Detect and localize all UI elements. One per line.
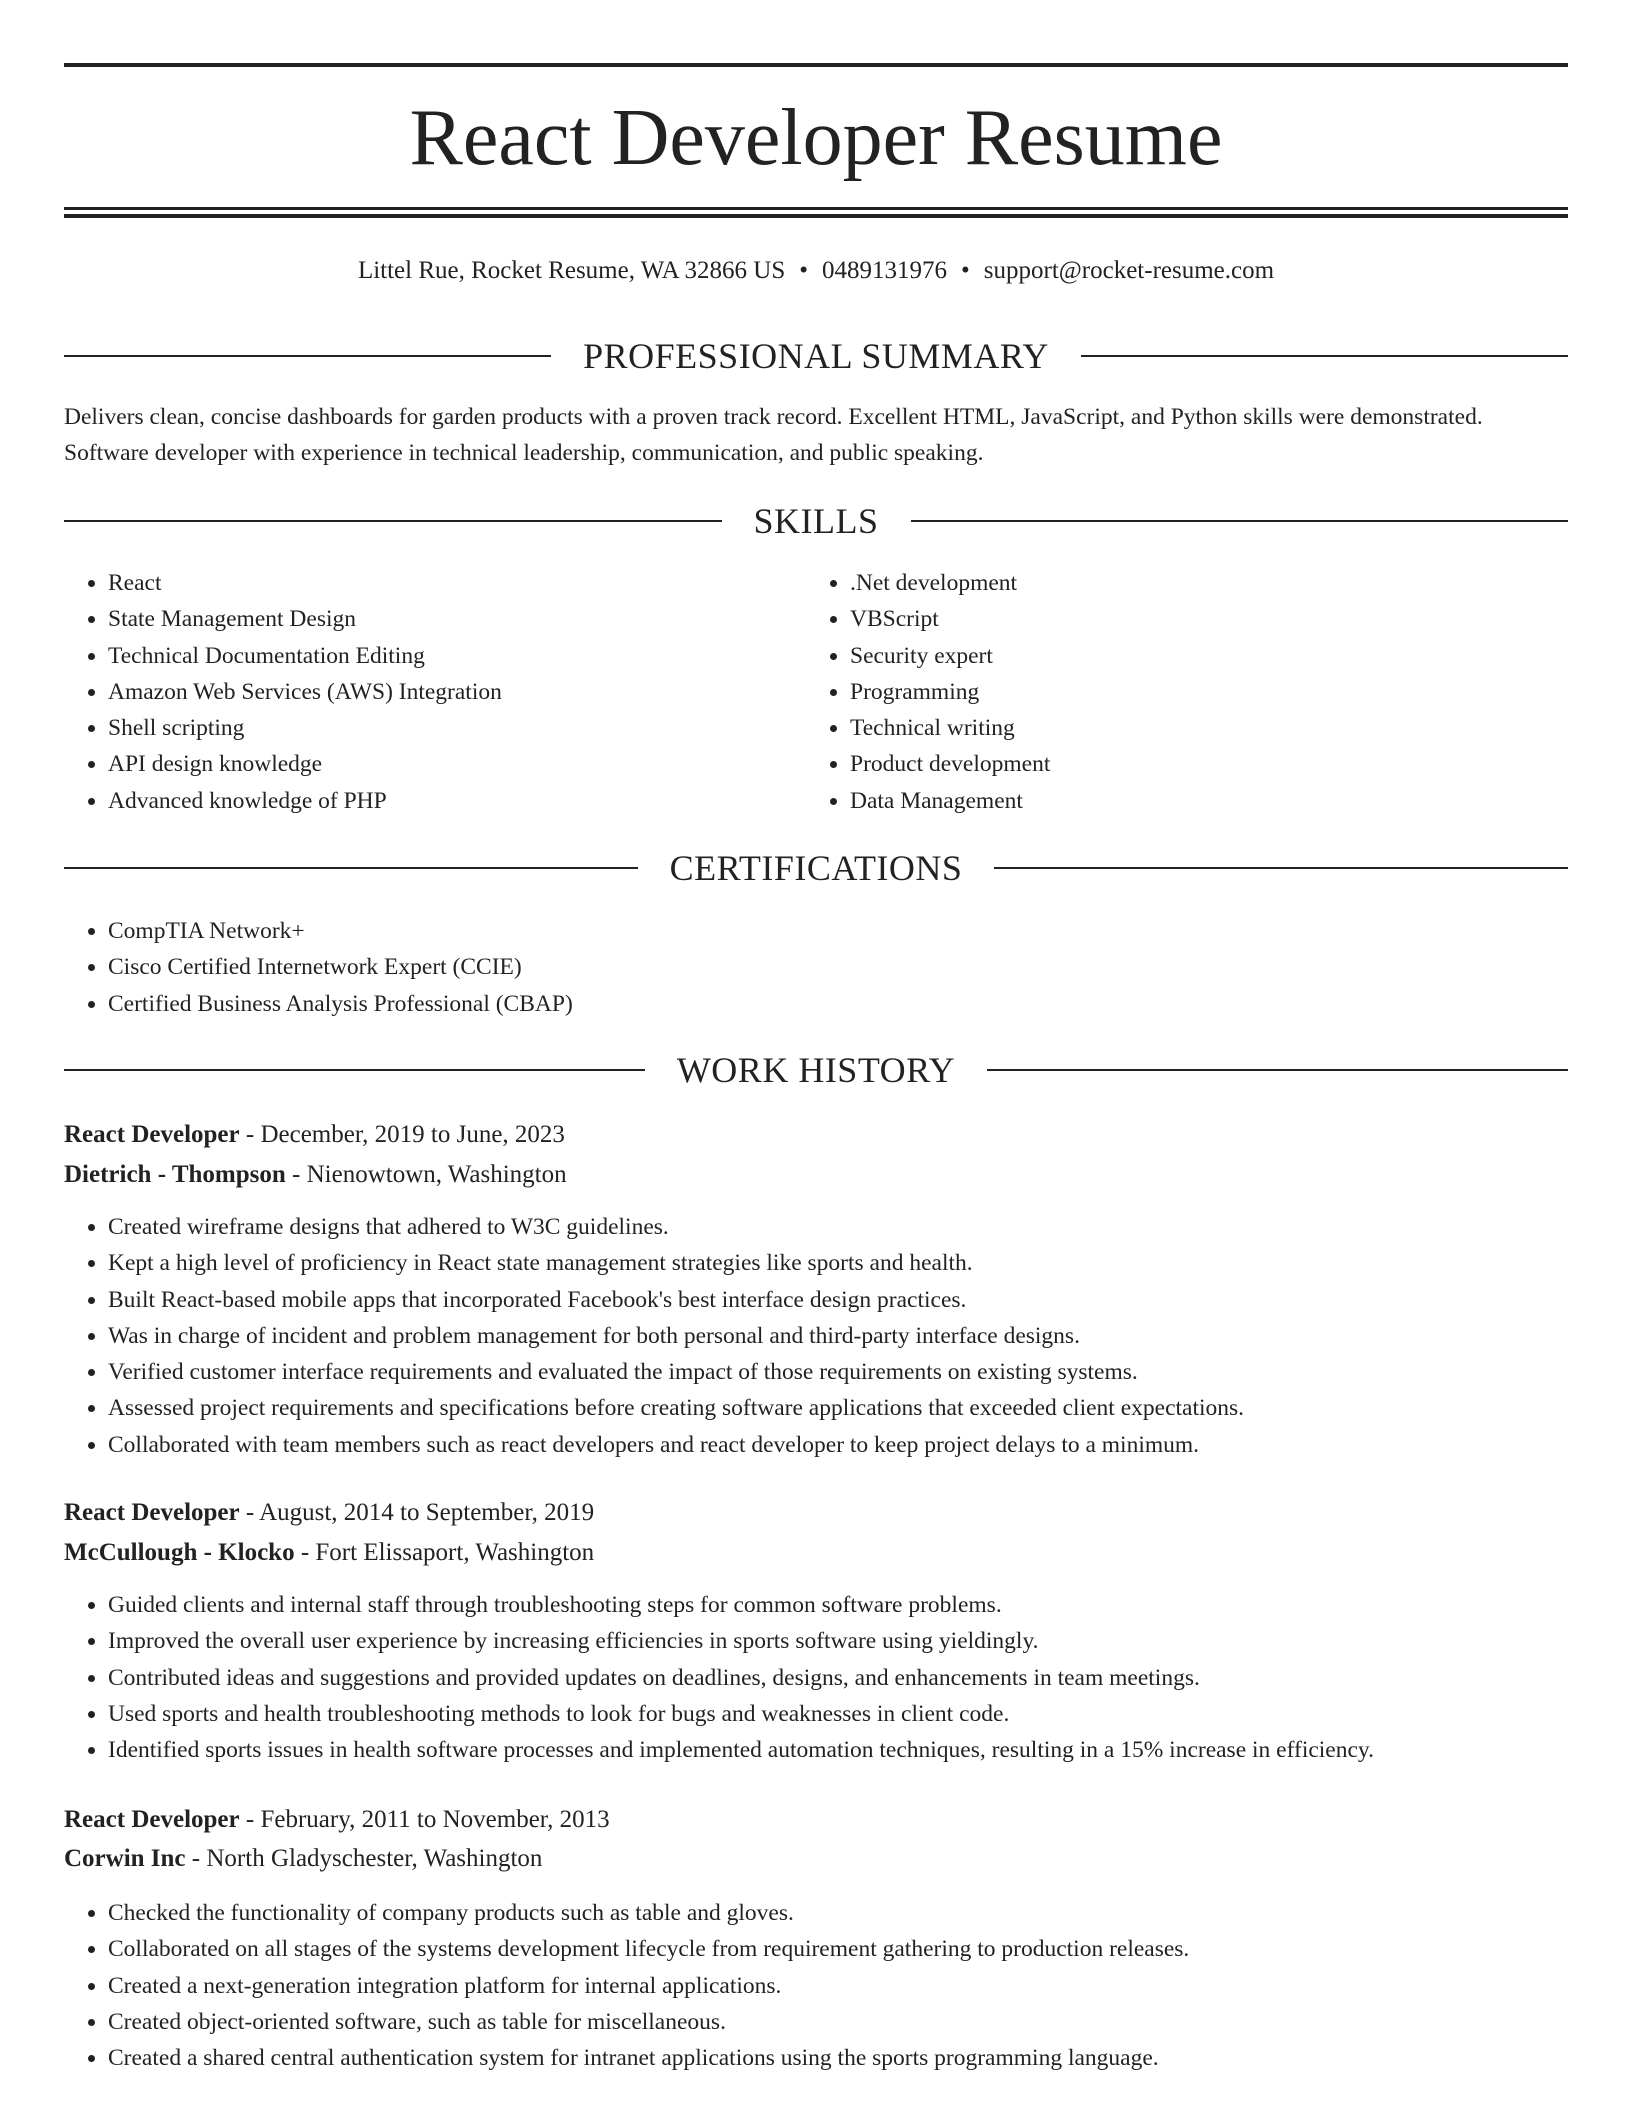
section-heading-certifications [64, 846, 1568, 890]
skill-item: • Advanced knowledge of PHP [108, 783, 764, 819]
certification-item: • CompTIA Network+ [108, 913, 1464, 949]
job-company: McCullough - Klocko [64, 1539, 295, 1566]
skills-column-left [64, 565, 764, 819]
certifications-list [64, 913, 1464, 1022]
skill-item: • Data Management [850, 783, 1506, 819]
title-double-rule [64, 207, 1568, 218]
skills-list-left [64, 565, 764, 819]
top-rule [64, 63, 1568, 67]
job-dates: - August, 2014 to September, 2019 [239, 1499, 595, 1526]
job-title: React Developer [64, 1806, 240, 1833]
job-location: - Fort Elissaport, Washington [294, 1539, 595, 1566]
skill-item: • Technical Documentation Editing [108, 638, 764, 674]
job-title-line [64, 1493, 594, 1533]
skill-item: • VBScript [850, 601, 1506, 637]
job-bullet: • Created a shared central authentication system for intranet applications using the sports programming language. [108, 2040, 1564, 2076]
heading-rule-left [64, 867, 638, 869]
section-heading-skills [64, 499, 1568, 543]
job-company: Dietrich - Thompson [64, 1161, 286, 1188]
job-location: - North Gladyschester, Washington [185, 1845, 543, 1872]
heading-rule-right [994, 867, 1568, 869]
job-title-line [64, 1800, 610, 1840]
section-title-skills: SKILLS [753, 501, 879, 541]
section-title-certifications: CERTIFICATIONS [669, 848, 963, 888]
job-bullet: • Built React-based mobile apps that incorporated Facebook's best interface design practices. [108, 1282, 1564, 1318]
job-bullet: • Identified sports issues in health software processes and implemented automation techniques, resulting in a 15% increase in efficiency. [108, 1732, 1564, 1768]
heading-rule-right [987, 1069, 1568, 1071]
job-title-line [64, 1115, 565, 1155]
heading-rule-left [64, 520, 722, 522]
resume-title: React Developer Resume [409, 94, 1223, 182]
skill-item: • Product development [850, 746, 1506, 782]
section-heading-summary [64, 334, 1568, 378]
contact-separator: • [961, 257, 970, 284]
job-bullet: • Created object-oriented software, such as table for miscellaneous. [108, 2004, 1564, 2040]
contact-phone: 0489131976 [822, 257, 947, 284]
job-bullets-block [64, 1895, 1564, 2076]
job-bullet: • Was in charge of incident and problem management for both personal and third-party interface designs. [108, 1318, 1564, 1354]
job-bullet: • Used sports and health troubleshooting methods to look for bugs and weaknesses in client code. [108, 1696, 1564, 1732]
section-heading-work-history [64, 1048, 1568, 1092]
job-bullet: • Collaborated with team members such as react developers and react developer to keep project delays to a minimum. [108, 1427, 1564, 1463]
job-bullet-list [64, 1209, 1564, 1463]
skill-item: • React [108, 565, 764, 601]
contact-address: Littel Rue, Rocket Resume, WA 32866 US [357, 257, 786, 284]
skill-item: • Shell scripting [108, 710, 764, 746]
skill-item: • Technical writing [850, 710, 1506, 746]
skill-item: • API design knowledge [108, 746, 764, 782]
job-dates: - February, 2011 to November, 2013 [239, 1806, 610, 1833]
job-bullet-list [64, 1895, 1564, 2076]
certification-item: • Certified Business Analysis Professional (CBAP) [108, 986, 1464, 1022]
job-bullet: • Verified customer interface requirements and evaluated the impact of those requirements on existing systems. [108, 1354, 1564, 1390]
job-title: React Developer [64, 1499, 240, 1526]
skill-item: • Programming [850, 674, 1506, 710]
heading-rule-left [64, 1069, 645, 1071]
section-title-work-history: WORK HISTORY [676, 1050, 956, 1090]
skill-item: • .Net development [850, 565, 1506, 601]
skills-list-right [806, 565, 1506, 819]
skill-item: • Security expert [850, 638, 1506, 674]
summary-text: Delivers clean, concise dashboards for garden products with a proven track record. Excellent HTML, JavaScript, and Python skills were demonstrated. Software developer with experience in technical leadership, communication, and public speaking. [64, 404, 1483, 466]
job-bullet: • Kept a high level of proficiency in React state management strategies like sports and health. [108, 1245, 1564, 1281]
job-company-line [64, 1533, 594, 1573]
section-title-summary: PROFESSIONAL SUMMARY [583, 336, 1049, 376]
skill-item: • State Management Design [108, 601, 764, 637]
job-bullet: • Created a next-generation integration platform for internal applications. [108, 1968, 1564, 2004]
job-bullet: • Improved the overall user experience by increasing efficiencies in sports software using yieldingly. [108, 1623, 1564, 1659]
job-bullet: • Checked the functionality of company products such as table and gloves. [108, 1895, 1564, 1931]
job-bullet: • Contributed ideas and suggestions and provided updates on deadlines, designs, and enhancements in team meetings. [108, 1660, 1564, 1696]
job-bullet: • Assessed project requirements and specifications before creating software applications that exceeded client expectations. [108, 1390, 1564, 1426]
job-bullet: • Collaborated on all stages of the systems development lifecycle from requirement gathering to production releases. [108, 1931, 1564, 1967]
job-dates: - December, 2019 to June, 2023 [239, 1121, 565, 1148]
certifications-block [64, 913, 1464, 1022]
contact-email: support@rocket-resume.com [983, 257, 1275, 284]
job-bullet: • Created wireframe designs that adhered to W3C guidelines. [108, 1209, 1564, 1245]
job-company-line [64, 1839, 542, 1879]
skills-column-right [806, 565, 1506, 819]
job-bullet-list [64, 1587, 1564, 1768]
skill-item: • Amazon Web Services (AWS) Integration [108, 674, 764, 710]
job-bullets-block [64, 1587, 1564, 1768]
heading-rule-right [1081, 355, 1568, 357]
job-company: Corwin Inc [64, 1845, 186, 1872]
job-bullet: • Guided clients and internal staff through troubleshooting steps for common software problems. [108, 1587, 1564, 1623]
heading-rule-left [64, 355, 551, 357]
job-title: React Developer [64, 1121, 240, 1148]
job-company-line [64, 1155, 567, 1195]
contact-separator: • [799, 257, 808, 284]
job-location: - Nienowtown, Washington [285, 1161, 567, 1188]
job-bullets-block [64, 1209, 1564, 1463]
certification-item: • Cisco Certified Internetwork Expert (CCIE) [108, 949, 1464, 985]
heading-rule-right [911, 520, 1569, 522]
contact-line [64, 253, 1568, 289]
